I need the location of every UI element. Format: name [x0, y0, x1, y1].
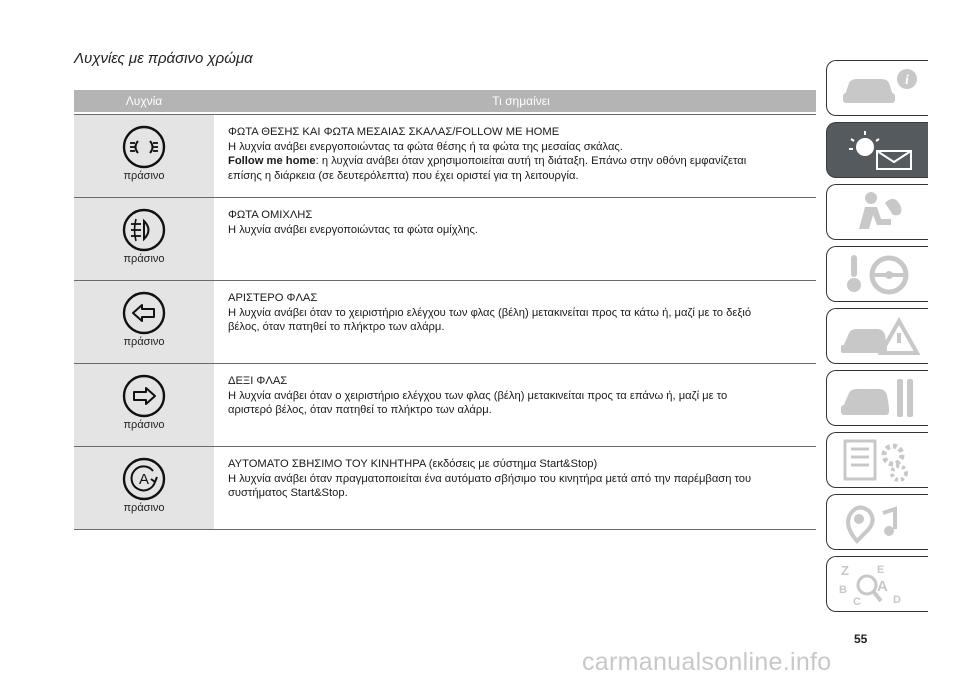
meaning-cell: [214, 364, 816, 446]
specs-gear-icon: [837, 437, 921, 483]
warning-light-message-icon: [837, 127, 921, 173]
left-arrow-icon: [122, 291, 166, 335]
tab-warning-lights[interactable]: [826, 122, 928, 178]
meaning-line: Η λυχνία ανάβει όταν ο χειριστήριο ελέγχου των φλας (βέλη) μετακινείται προς τα επάνω ή, μαζί με το: [228, 389, 728, 402]
right-arrow-icon: [122, 374, 166, 418]
meaning-line-rest: : η λυχνία ανάβει όταν χρησιμοποιείται αυτή τη διάταξη. Επάνω στην οθόνη εμφανίζεται: [315, 155, 747, 167]
meaning-title: ΑΥΤΟΜΑΤΟ ΣΒΗΣΙΜΟ ΤΟΥ ΚΙΝΗΤΗΡΑ (εκδόσεις με σύστημα Start&Stop): [228, 458, 598, 470]
meaning-line: βέλος, όταν πατηθεί το πλήκτρο των αλάρμ.: [228, 321, 445, 333]
table-row: [74, 198, 816, 281]
alphabetical-index-icon: [837, 561, 921, 607]
meaning-cell: [214, 281, 816, 363]
tab-car-info[interactable]: [826, 60, 928, 116]
tab-starting-driving[interactable]: [826, 246, 928, 302]
lamp-cell: [74, 198, 214, 280]
meaning-line: επίσης η διάρκεια (σε δευτερόλεπτα) που έχει οριστεί για τη λειτουργία.: [228, 169, 579, 182]
lamp-cell: [74, 281, 214, 363]
page-number: 55: [854, 632, 868, 646]
meaning-title: ΔΕΞΙ ΦΛΑΣ: [228, 375, 288, 387]
meaning-line: Η λυχνία ανάβει ενεργοποιώντας τα φώτα ομίχλης.: [228, 223, 478, 236]
svg-text:Z: Z: [841, 563, 849, 578]
lamp-cell: [74, 115, 214, 197]
tab-emergency[interactable]: [826, 308, 928, 364]
tab-multimedia[interactable]: [826, 494, 928, 550]
multimedia-icon: [837, 499, 921, 545]
car-maintenance-icon: [837, 375, 921, 421]
meaning-cell: [214, 198, 816, 280]
tab-maintenance[interactable]: [826, 370, 928, 426]
lamp-color: πράσινο: [123, 336, 165, 348]
lamp-color: πράσινο: [123, 170, 165, 182]
table-row: [74, 364, 816, 447]
header-meaning: Τι σημαίνει: [492, 94, 550, 108]
parking-lights-icon: [122, 125, 166, 169]
meaning-title: ΦΩΤΑ ΘΕΣΗΣ ΚΑΙ ΦΩΤΑ ΜΕΣΑΙΑΣ ΣΚΑΛΑΣ/FOLLOW ME HOME: [228, 126, 560, 138]
page-title: Λυχνίες με πράσινο χρώμα: [74, 50, 253, 67]
lamp-cell: [74, 447, 214, 529]
svg-text:i: i: [905, 73, 909, 88]
key-steering-icon: [837, 251, 921, 297]
meaning-title: ΑΡΙΣΤΕΡΟ ΦΛΑΣ: [228, 292, 318, 304]
bold-term: Follow me home: [228, 155, 316, 167]
tab-safety[interactable]: [826, 184, 928, 240]
svg-text:D: D: [893, 594, 901, 606]
table-row: [74, 114, 816, 198]
svg-text:E: E: [877, 564, 885, 576]
svg-text:A: A: [138, 471, 150, 488]
warning-lights-table: [74, 90, 816, 530]
svg-text:C: C: [853, 596, 861, 607]
svg-text:B: B: [839, 584, 847, 596]
accident-warning-icon: [837, 313, 921, 359]
tab-technical-data[interactable]: [826, 432, 928, 488]
meaning-line: Η λυχνία ανάβει όταν πραγματοποιείται ένα αυτόματο σβήσιμο του κινητήρα μετά από την παρέμβαση του: [228, 472, 752, 485]
start-stop-icon: [122, 457, 166, 501]
meaning-cell: [214, 115, 816, 197]
table-row: [74, 281, 816, 364]
meaning-line: συστήματος Start&Stop.: [228, 487, 348, 499]
meaning-line: αριστερό βέλος, όταν πατηθεί το πλήκτρο των αλάρμ.: [228, 404, 492, 416]
fog-lights-icon: [122, 208, 166, 252]
meaning-line: Η λυχνία ανάβει ενεργοποιώντας τα φώτα θέσης ή τα φώτα της μεσαίας σκάλας.: [228, 140, 623, 153]
meaning-title: ΦΩΤΑ ΟΜΙΧΛΗΣ: [228, 209, 313, 221]
lamp-color: πράσινο: [123, 419, 165, 431]
car-info-icon: [837, 65, 921, 111]
table-row: [74, 447, 816, 530]
header-lamp: Λυχνία: [125, 94, 163, 108]
table-header: [74, 90, 816, 112]
meaning-line: [228, 154, 816, 169]
watermark: carmanualsonline.info: [582, 648, 832, 676]
lamp-cell: [74, 364, 214, 446]
lamp-color: πράσινο: [123, 502, 165, 514]
meaning-cell: [214, 447, 816, 529]
svg-text:A: A: [877, 578, 888, 595]
meaning-line: Η λυχνία ανάβει όταν το χειριστήριο ελέγχου των φλας (βέλη) μετακινείται προς τα κάτω ή, μαζί με το δεξιό: [228, 306, 752, 319]
tab-index[interactable]: [826, 556, 928, 612]
seat-airbag-icon: [837, 189, 921, 235]
lamp-color: πράσινο: [123, 253, 165, 265]
